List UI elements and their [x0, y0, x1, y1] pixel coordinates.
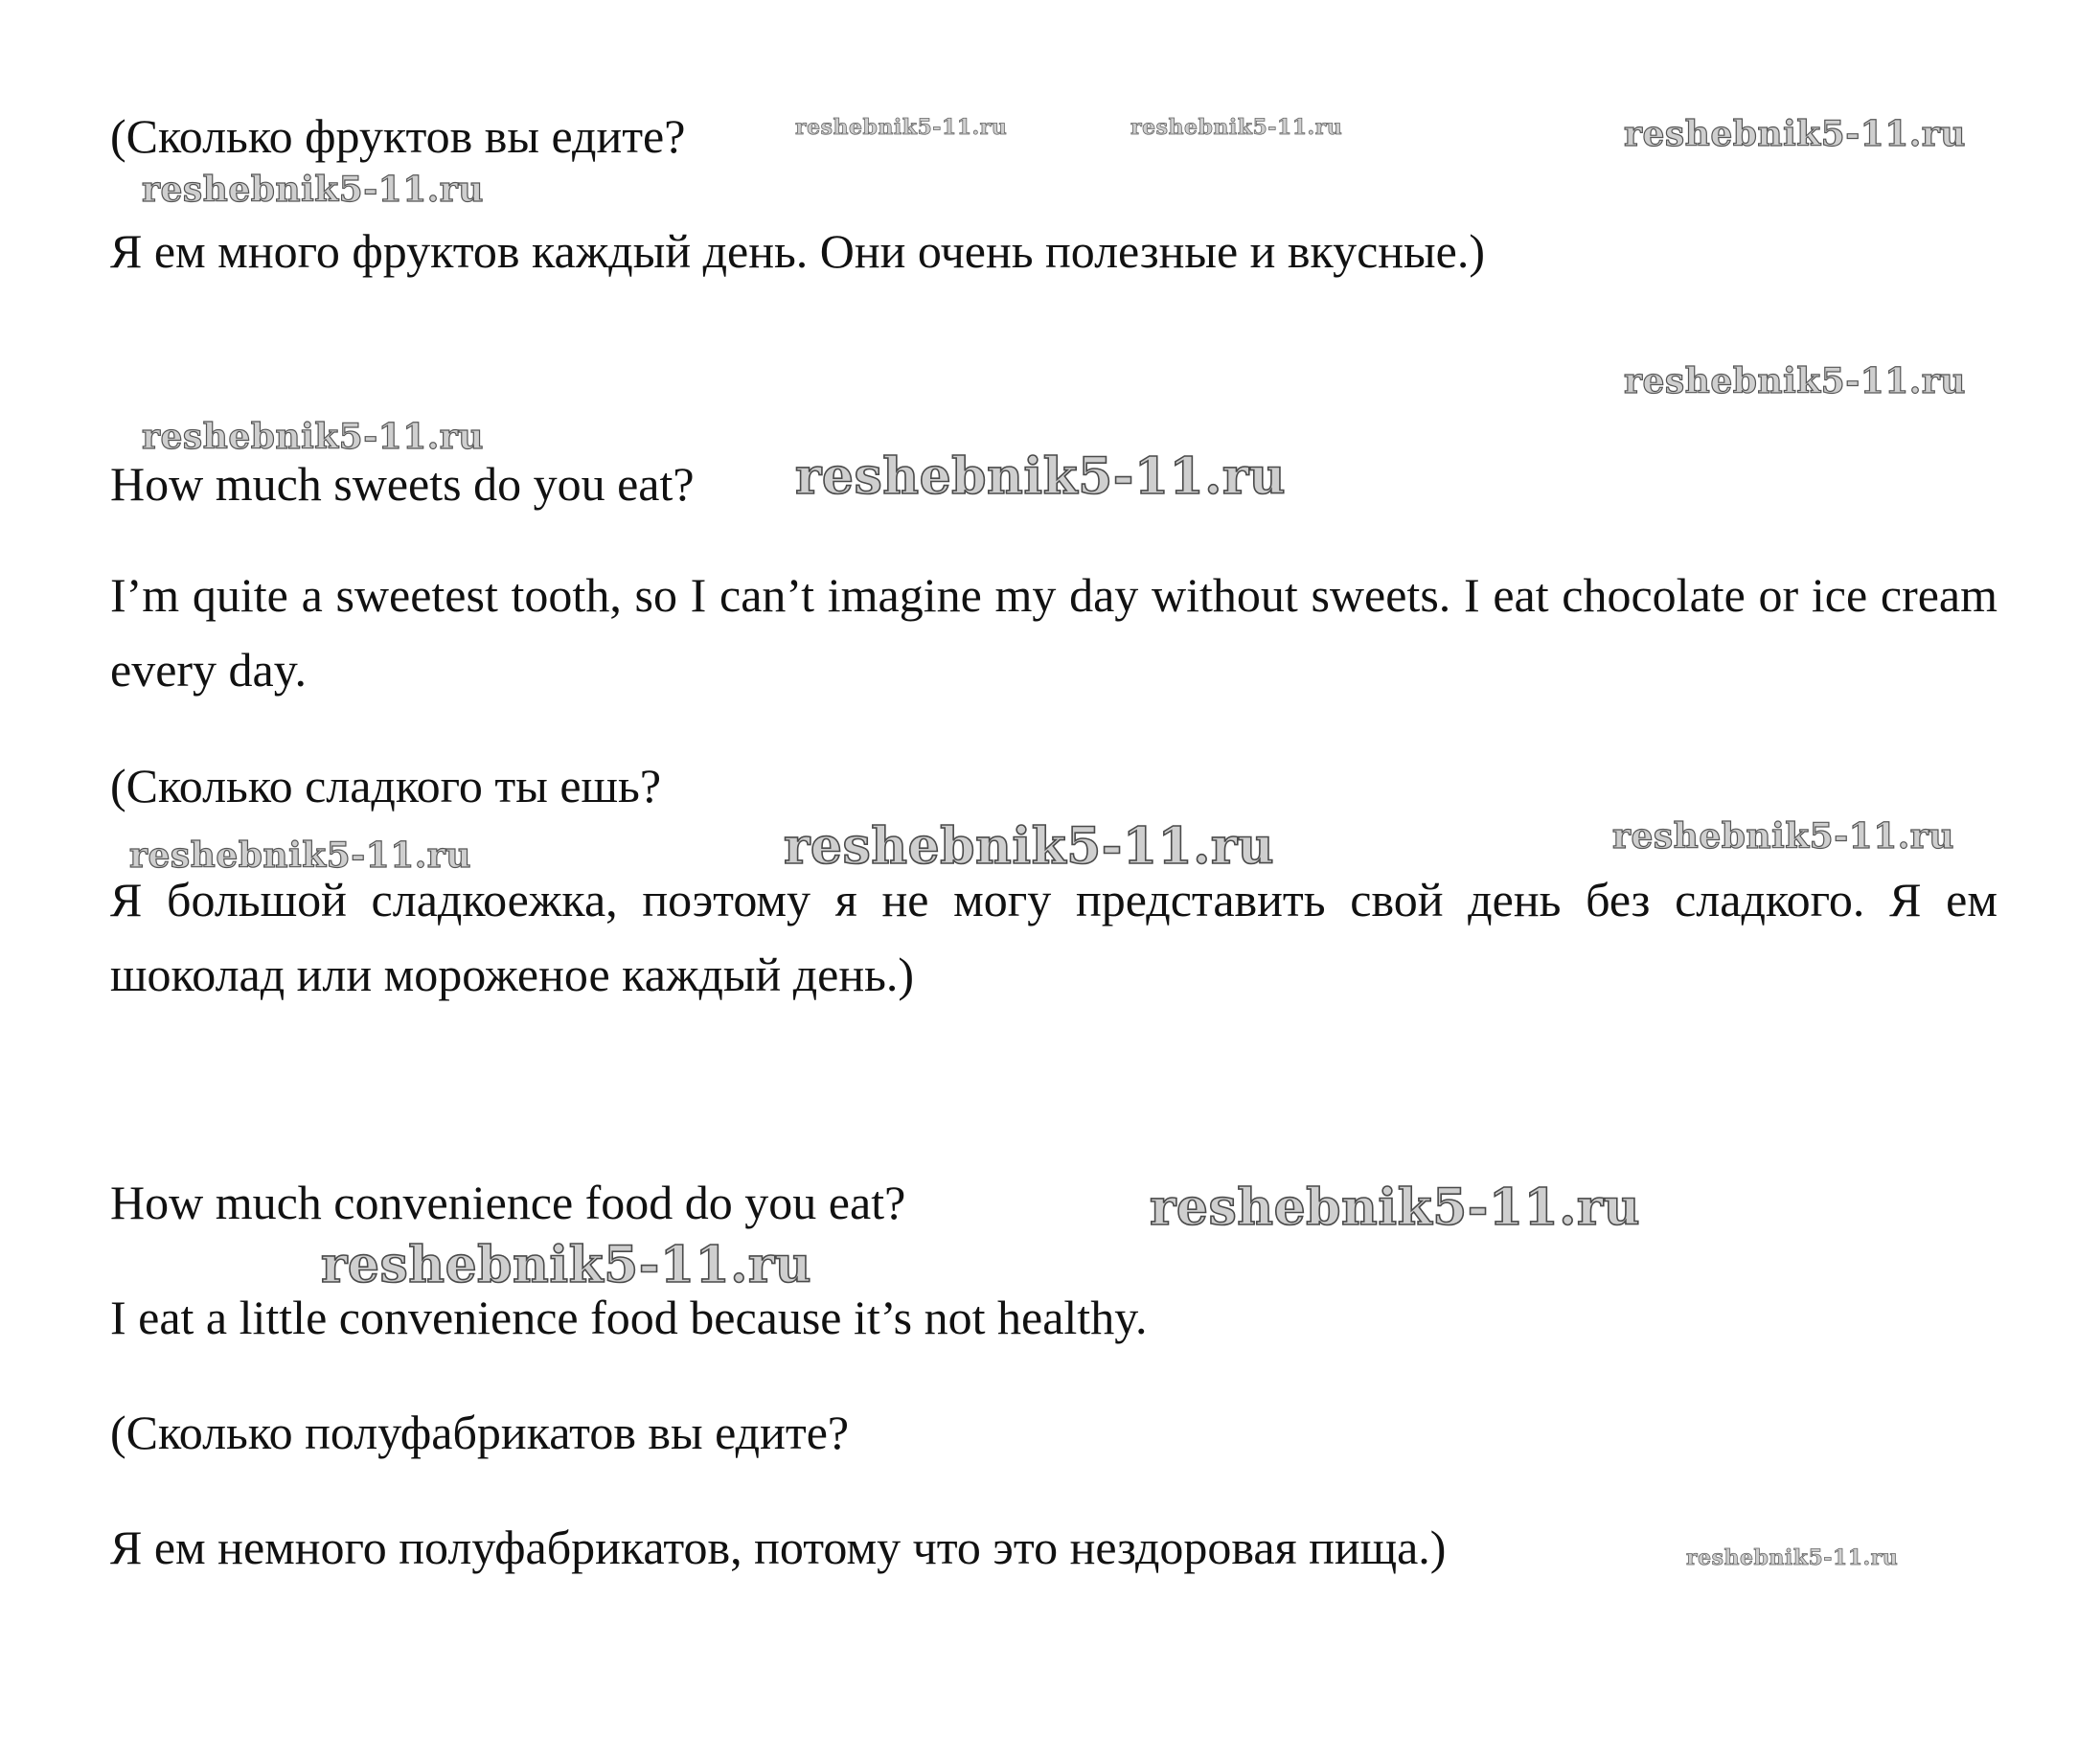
watermark: reshebnik5-11.ru — [1686, 1545, 1899, 1570]
watermark: reshebnik5-11.ru — [1624, 361, 1966, 401]
answer-convenience-en: I eat a little convenience food because it’s not healthy. — [110, 1291, 1148, 1344]
watermark: reshebnik5-11.ru — [795, 447, 1287, 506]
question-sweets-ru: (Сколько сладкого ты ешь? — [110, 759, 662, 812]
answer-sweets-ru: Я большой сладкоежка, поэтому я не могу представить свой день без сладкого. Я ем шоколад или мороженое каждый день.) — [110, 873, 1997, 1001]
question-sweets-en: How much sweets do you eat? — [110, 457, 695, 511]
watermark: reshebnik5-11.ru — [129, 835, 471, 876]
question-fruits-ru: (Сколько фруктов вы едите? — [110, 109, 686, 163]
watermark: reshebnik5-11.ru — [1624, 114, 1966, 154]
watermark: reshebnik5-11.ru — [142, 170, 484, 210]
question-convenience-en: How much convenience food do you eat? — [110, 1176, 906, 1229]
watermark: reshebnik5-11.ru — [142, 417, 484, 457]
watermark: reshebnik5-11.ru — [1150, 1178, 1641, 1237]
answer-convenience-ru: Я ем немного полуфабрикатов, потому что это нездоровая пища.) — [110, 1521, 1447, 1574]
watermark: reshebnik5-11.ru — [784, 817, 1275, 876]
watermark: reshebnik5-11.ru — [1612, 816, 1954, 857]
watermark: reshebnik5-11.ru — [795, 115, 1008, 140]
answer-sweets-en: I’m quite a sweetest tooth, so I can’t imagine my day without sweets. I eat chocolate or ice cream every day. — [110, 568, 1997, 697]
watermark: reshebnik5-11.ru — [321, 1236, 812, 1294]
watermark: reshebnik5-11.ru — [1130, 115, 1343, 140]
answer-fruits-ru: Я ем много фруктов каждый день. Они очень полезные и вкусные.) — [110, 224, 1485, 278]
question-convenience-ru: (Сколько полуфабрикатов вы едите? — [110, 1406, 850, 1459]
